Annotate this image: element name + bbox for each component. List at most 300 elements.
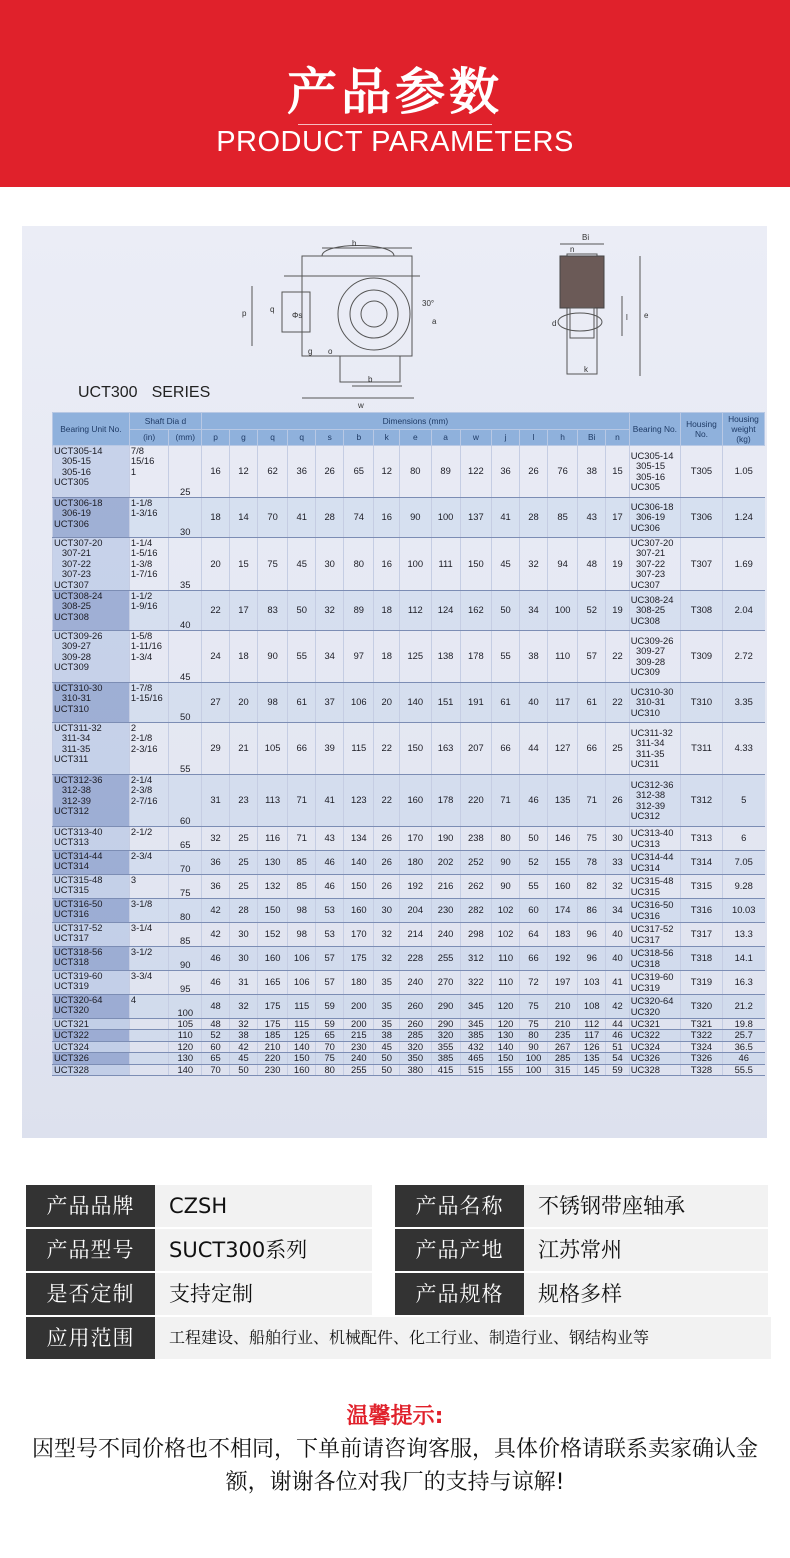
cell-dimension: 98 [257,683,287,723]
cell-dimension: 320 [400,1041,431,1052]
cell-bearing-no: UC311-32 311-34 311-35 UC311 [629,723,680,775]
cell-dimension: 137 [460,498,491,538]
cell-dimension: 110 [492,971,520,995]
cell-dimension: 100 [431,498,460,538]
cell-housing-weight: 1.69 [722,538,764,591]
table-row [53,1019,765,1030]
cell-dimension: 220 [257,1053,287,1064]
cell-dimension: 165 [257,971,287,995]
cell-dimension: 26 [520,446,548,498]
cell-shaft-inch: 1-7/8 1-15/16 [129,683,169,723]
cell-dimension: 26 [374,827,400,851]
cell-dimension: 43 [578,498,606,538]
table-row [53,775,765,827]
cell-dimension: 230 [344,1041,374,1052]
cell-dimension: 36 [492,446,520,498]
cell-bearing-no: UC309-26 309-27 309-28 UC309 [629,631,680,683]
table-row [53,446,765,498]
cell-bearing-no: UC328 [629,1064,680,1075]
cell-dimension: 175 [344,947,374,971]
cell-dimension: 52 [202,1030,230,1041]
cell-dimension: 100 [520,1064,548,1075]
cell-dimension: 75 [520,1019,548,1030]
cell-dimension: 20 [230,683,258,723]
cell-dimension: 50 [230,1064,258,1075]
cell-dimension: 315 [548,1064,578,1075]
dim-header: s [316,429,344,446]
cell-dimension: 20 [374,683,400,723]
cell-dimension: 290 [431,1019,460,1030]
svg-text:a: a [432,317,437,326]
cell-shaft-mm: 25 [169,446,202,498]
cell-dimension: 34 [520,591,548,631]
cell-shaft-mm: 130 [169,1053,202,1064]
table-row [53,899,765,923]
cell-dimension: 24 [202,631,230,683]
cell-housing-weight: 2.04 [722,591,764,631]
cell-dimension: 27 [202,683,230,723]
cell-dimension: 192 [548,947,578,971]
dim-header: a [431,429,460,446]
cell-dimension: 102 [492,923,520,947]
cell-dimension: 51 [606,1041,630,1052]
cell-dimension: 12 [230,446,258,498]
cell-dimension: 18 [374,591,400,631]
cell-dimension: 103 [578,971,606,995]
cell-dimension: 155 [492,1064,520,1075]
cell-dimension: 138 [431,631,460,683]
cell-housing-no: T321 [681,1019,723,1030]
cell-dimension: 238 [460,827,491,851]
cell-dimension: 240 [431,923,460,947]
cell-dimension: 192 [400,875,431,899]
cell-shaft-mm: 120 [169,1041,202,1052]
dim-header: l [520,429,548,446]
cell-housing-no: T309 [681,631,723,683]
svg-text:Φs: Φs [292,311,303,320]
cell-unit-no: UCT305-14 305-15 305-16 UCT305 [53,446,130,498]
cell-dimension: 35 [374,971,400,995]
cell-dimension: 12 [374,446,400,498]
cell-housing-no: T314 [681,851,723,875]
cell-housing-weight: 14.1 [722,947,764,971]
cell-dimension: 322 [460,971,491,995]
cell-shaft-mm: 50 [169,683,202,723]
series-title: UCT300 SERIES [78,384,211,401]
cell-dimension: 59 [316,995,344,1019]
cell-shaft-inch: 2-1/4 2-3/8 2-7/16 [129,775,169,827]
cell-housing-weight: 6 [722,827,764,851]
cell-dimension: 32 [230,1019,258,1030]
cell-dimension: 17 [606,498,630,538]
cell-dimension: 85 [288,851,316,875]
cell-housing-no: T305 [681,446,723,498]
cell-dimension: 28 [316,498,344,538]
cell-dimension: 150 [400,723,431,775]
cell-shaft-mm: 65 [169,827,202,851]
cell-dimension: 44 [520,723,548,775]
cell-dimension: 160 [548,875,578,899]
cell-dimension: 22 [374,775,400,827]
cell-housing-no: T326 [681,1053,723,1064]
cell-dimension: 215 [344,1030,374,1041]
cell-housing-weight: 4.33 [722,723,764,775]
cell-dimension: 175 [257,1019,287,1030]
cell-dimension: 150 [288,1053,316,1064]
cell-unit-no: UCT309-26 309-27 309-28 UCT309 [53,631,130,683]
cell-housing-weight: 5 [722,775,764,827]
cell-dimension: 112 [400,591,431,631]
cell-dimension: 45 [374,1041,400,1052]
table-row [53,591,765,631]
cell-housing-weight: 46 [722,1053,764,1064]
cell-dimension: 57 [316,971,344,995]
cell-dimension: 126 [578,1041,606,1052]
cell-shaft-inch: 1-1/2 1-9/16 [129,591,169,631]
cell-housing-no: T306 [681,498,723,538]
cell-shaft-inch [129,1041,169,1052]
cell-dimension: 78 [578,851,606,875]
cell-shaft-inch: 7/8 15/16 1 [129,446,169,498]
cell-unit-no: UCT326 [53,1053,130,1064]
cell-dimension: 42 [202,923,230,947]
cell-dimension: 42 [230,1041,258,1052]
cell-dimension: 160 [400,775,431,827]
cell-housing-no: T318 [681,947,723,971]
svg-text:e: e [644,311,649,320]
cell-dimension: 30 [230,923,258,947]
cell-dimension: 18 [374,631,400,683]
cell-dimension: 46 [202,947,230,971]
cell-dimension: 46 [606,1030,630,1041]
cell-dimension: 345 [460,995,491,1019]
cell-dimension: 38 [374,1030,400,1041]
table-row [53,683,765,723]
cell-unit-no: UCT316-50 UCT316 [53,899,130,923]
cell-bearing-no: UC308-24 308-25 UC308 [629,591,680,631]
cell-shaft-mm: 40 [169,591,202,631]
cell-dimension: 155 [548,851,578,875]
cell-dimension: 55 [288,631,316,683]
cell-dimension: 134 [344,827,374,851]
cell-dimension: 70 [257,498,287,538]
cell-dimension: 115 [288,995,316,1019]
param-name-label: 产品名称 [395,1185,524,1227]
param-model-label: 产品型号 [26,1229,155,1271]
cell-dimension: 31 [230,971,258,995]
col-shaft-header: Shaft Dia d [129,413,201,430]
param-origin-label: 产品产地 [395,1229,524,1271]
cell-dimension: 21 [230,723,258,775]
cell-dimension: 83 [257,591,287,631]
cell-dimension: 151 [431,683,460,723]
cell-shaft-mm: 105 [169,1019,202,1030]
cell-dimension: 71 [288,827,316,851]
cell-dimension: 220 [460,775,491,827]
table-row [53,498,765,538]
cell-unit-no: UCT314-44 UCT314 [53,851,130,875]
cell-unit-no: UCT313-40 UCT313 [53,827,130,851]
cell-dimension: 65 [344,446,374,498]
cell-dimension: 70 [202,1064,230,1075]
cell-dimension: 122 [460,446,491,498]
cell-dimension: 32 [374,923,400,947]
cell-dimension: 46 [316,851,344,875]
table-row [53,538,765,591]
cell-dimension: 80 [520,1030,548,1041]
cell-dimension: 57 [316,947,344,971]
cell-dimension: 26 [374,851,400,875]
cell-dimension: 50 [492,591,520,631]
page-subtitle: PRODUCT PARAMETERS [216,126,574,158]
cell-dimension: 64 [520,923,548,947]
cell-dimension: 415 [431,1064,460,1075]
dim-header: q [257,429,287,446]
cell-dimension: 38 [230,1030,258,1041]
table-header-row [53,413,765,430]
cell-dimension: 34 [606,899,630,923]
cell-dimension: 163 [431,723,460,775]
cell-dimension: 40 [606,923,630,947]
cell-dimension: 30 [374,899,400,923]
cell-housing-weight: 9.28 [722,875,764,899]
dimension-table-body [53,446,765,1076]
param-brand-label: 产品品牌 [26,1185,155,1227]
cell-dimension: 55 [520,875,548,899]
cell-shaft-inch: 3-1/8 [129,899,169,923]
cell-dimension: 38 [520,631,548,683]
cell-housing-no: T322 [681,1030,723,1041]
tip-text: 因型号不同价格也不相同，下单前请咨询客服，具体价格请联系卖家确认金额，谢谢各位对我厂的支持与谅解! [31,1437,758,1495]
table-row [53,995,765,1019]
cell-dimension: 76 [548,446,578,498]
cell-bearing-no: UC314-44 UC314 [629,851,680,875]
cell-dimension: 53 [316,899,344,923]
dim-header: b [344,429,374,446]
svg-text:h: h [352,239,357,248]
tip-title: 温馨提示: [346,1404,444,1429]
cell-dimension: 150 [257,899,287,923]
cell-dimension: 62 [257,446,287,498]
cell-dimension: 66 [492,723,520,775]
cell-dimension: 61 [492,683,520,723]
title-divider [298,124,492,125]
cell-dimension: 240 [400,971,431,995]
cell-dimension: 65 [316,1030,344,1041]
cell-shaft-mm: 45 [169,631,202,683]
dim-header: e [400,429,431,446]
dim-header: Bi [578,429,606,446]
table-row [53,1030,765,1041]
cell-bearing-no: UC307-20 307-21 307-22 307-23 UC307 [629,538,680,591]
cell-dimension: 39 [316,723,344,775]
cell-housing-weight: 55.5 [722,1064,764,1075]
cell-shaft-inch: 1-1/4 1-5/16 1-3/8 1-7/16 [129,538,169,591]
cell-dimension: 216 [431,875,460,899]
cell-dimension: 132 [257,875,287,899]
cell-dimension: 43 [316,827,344,851]
cell-unit-no: UCT307-20 307-21 307-22 307-23 UCT307 [53,538,130,591]
cell-unit-no: UCT312-36 312-38 312-39 UCT312 [53,775,130,827]
cell-housing-weight: 36.5 [722,1041,764,1052]
table-row [53,851,765,875]
cell-dimension: 97 [344,631,374,683]
cell-dimension: 140 [344,851,374,875]
cell-dimension: 200 [344,1019,374,1030]
cell-dimension: 26 [374,875,400,899]
cell-dimension: 230 [257,1064,287,1075]
cell-dimension: 200 [344,995,374,1019]
cell-dimension: 355 [431,1041,460,1052]
cell-shaft-inch: 2-3/4 [129,851,169,875]
cell-dimension: 125 [400,631,431,683]
cell-dimension: 210 [548,995,578,1019]
cell-shaft-mm: 60 [169,775,202,827]
cell-dimension: 65 [202,1053,230,1064]
cell-dimension: 26 [316,446,344,498]
param-custom-label: 是否定制 [26,1273,155,1315]
cell-dimension: 183 [548,923,578,947]
cell-dimension: 191 [460,683,491,723]
cell-dimension: 204 [400,899,431,923]
cell-dimension: 255 [344,1064,374,1075]
cell-dimension: 110 [492,947,520,971]
cell-unit-no: UCT319-60 UCT319 [53,971,130,995]
cell-bearing-no: UC310-30 310-31 UC310 [629,683,680,723]
cell-dimension: 16 [202,446,230,498]
cell-housing-no: T328 [681,1064,723,1075]
cell-dimension: 23 [230,775,258,827]
cell-dimension: 106 [288,971,316,995]
svg-text:w: w [358,401,364,410]
svg-text:p: p [242,309,247,318]
cell-unit-no: UCT308-24 308-25 UCT308 [53,591,130,631]
cell-housing-no: T316 [681,899,723,923]
cell-dimension: 123 [344,775,374,827]
cell-shaft-mm: 85 [169,923,202,947]
cell-dimension: 16 [374,538,400,591]
cell-dimension: 57 [578,631,606,683]
cell-dimension: 94 [548,538,578,591]
cell-dimension: 210 [548,1019,578,1030]
cell-dimension: 285 [548,1053,578,1064]
cell-dimension: 270 [431,971,460,995]
cell-shaft-inch: 3-1/2 [129,947,169,971]
svg-text:g: g [308,347,313,356]
page-title: 产品参数 [287,63,503,121]
col-dimensions-header: Dimensions (mm) [202,413,630,430]
cell-dimension: 145 [578,1064,606,1075]
cell-dimension: 111 [431,538,460,591]
cell-dimension: 33 [606,851,630,875]
cell-dimension: 120 [492,1019,520,1030]
cell-dimension: 285 [400,1030,431,1041]
dim-header: n [606,429,630,446]
cell-dimension: 116 [257,827,287,851]
col-bearing-header: Bearing No. [629,413,680,446]
cell-unit-no: UCT311-32 311-34 311-35 UCT311 [53,723,130,775]
cell-dimension: 127 [548,723,578,775]
cell-shaft-inch [129,1019,169,1030]
cell-housing-no: T313 [681,827,723,851]
cell-shaft-mm: 100 [169,995,202,1019]
cell-dimension: 260 [400,1019,431,1030]
cell-dimension: 235 [548,1030,578,1041]
cell-dimension: 290 [431,995,460,1019]
cell-dimension: 98 [288,899,316,923]
cell-bearing-no: UC321 [629,1019,680,1030]
cell-dimension: 71 [492,775,520,827]
cell-bearing-no: UC324 [629,1041,680,1052]
cell-dimension: 210 [257,1041,287,1052]
cell-dimension: 432 [460,1041,491,1052]
cell-unit-no: UCT322 [53,1030,130,1041]
cell-shaft-inch [129,1030,169,1041]
cell-dimension: 72 [520,971,548,995]
dim-header: h [548,429,578,446]
cell-shaft-inch: 3-1/4 [129,923,169,947]
cell-dimension: 25 [230,875,258,899]
cell-dimension: 17 [230,591,258,631]
cell-dimension: 260 [400,995,431,1019]
cell-dimension: 100 [548,591,578,631]
cell-dimension: 115 [288,1019,316,1030]
table-row [53,947,765,971]
cell-dimension: 28 [520,498,548,538]
cell-dimension: 18 [230,631,258,683]
cell-bearing-no: UC322 [629,1030,680,1041]
cell-dimension: 48 [202,995,230,1019]
cell-shaft-inch: 2-1/2 [129,827,169,851]
cell-unit-no: UCT310-30 310-31 UCT310 [53,683,130,723]
cell-dimension: 32 [316,591,344,631]
cell-dimension: 202 [431,851,460,875]
cell-housing-no: T307 [681,538,723,591]
cell-dimension: 41 [288,498,316,538]
cell-dimension: 20 [202,538,230,591]
cell-bearing-no: UC318-56 UC318 [629,947,680,971]
cell-dimension: 85 [288,875,316,899]
cell-dimension: 37 [316,683,344,723]
cell-dimension: 30 [606,827,630,851]
cell-housing-weight: 16.3 [722,971,764,995]
cell-unit-no: UCT328 [53,1064,130,1075]
cell-dimension: 105 [257,723,287,775]
dim-header: k [374,429,400,446]
cell-dimension: 465 [460,1053,491,1064]
cell-dimension: 160 [288,1064,316,1075]
cell-unit-no: UCT324 [53,1041,130,1052]
cell-dimension: 54 [606,1053,630,1064]
cell-unit-no: UCT315-48 UCT315 [53,875,130,899]
cell-dimension: 106 [344,683,374,723]
cell-dimension: 207 [460,723,491,775]
cell-dimension: 22 [374,723,400,775]
table-row [53,971,765,995]
cell-dimension: 282 [460,899,491,923]
housing-outline [302,256,412,356]
cell-dimension: 41 [316,775,344,827]
cell-housing-weight: 7.05 [722,851,764,875]
cell-dimension: 46 [316,875,344,899]
cell-housing-weight: 2.72 [722,631,764,683]
cell-dimension: 150 [492,1053,520,1064]
cell-dimension: 252 [460,851,491,875]
cell-dimension: 22 [606,631,630,683]
cell-housing-weight: 1.05 [722,446,764,498]
cell-dimension: 345 [460,1019,491,1030]
cell-bearing-no: UC313-40 UC313 [629,827,680,851]
